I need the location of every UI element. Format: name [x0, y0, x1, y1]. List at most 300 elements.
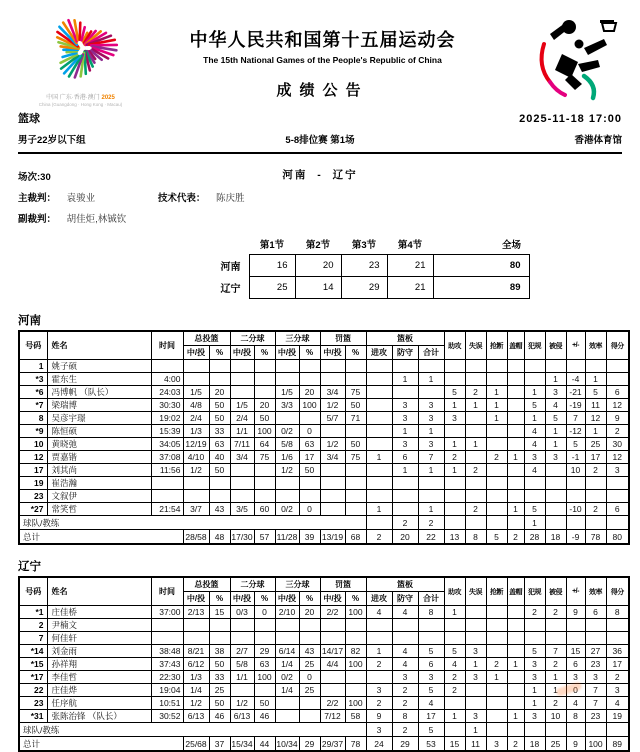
stat-cell: 28/58	[183, 530, 209, 545]
stat-cell: 50	[345, 399, 366, 412]
stat-cell: 1/2	[275, 464, 299, 477]
stat-cell: 1	[524, 697, 545, 710]
stat-cell	[366, 360, 392, 373]
stat-cell	[465, 606, 486, 619]
stat-cell: 3	[524, 710, 545, 723]
stat-cell	[345, 632, 366, 645]
stat-cell: 4	[524, 464, 545, 477]
tech-rep-name: 陈庆胜	[216, 193, 245, 204]
chief-referee-name: 袁骏业	[67, 193, 96, 204]
stat-cell	[345, 360, 366, 373]
stat-cell: 2	[545, 606, 566, 619]
stat-cell	[507, 386, 524, 399]
stat-cell	[545, 619, 566, 632]
stat-cell: 5	[524, 503, 545, 516]
stat-cell	[465, 632, 486, 645]
play-time: 38:48	[151, 645, 183, 658]
player-number: 8	[19, 412, 47, 425]
player-row	[19, 373, 629, 386]
stat-cell: 1/4	[275, 658, 299, 671]
col-header-stat: 效率	[585, 331, 606, 360]
player-row	[19, 490, 629, 503]
play-time: 30:52	[151, 710, 183, 723]
stat-cell: 9	[366, 710, 392, 723]
stat-cell	[366, 619, 392, 632]
stat-cell: 1	[392, 373, 418, 386]
stat-cell	[209, 477, 230, 490]
totals-row	[19, 737, 629, 752]
stat-cell	[209, 619, 230, 632]
stat-cell: 4	[606, 697, 629, 710]
stat-cell: 1	[366, 451, 392, 464]
stat-cell: 4/8	[183, 399, 209, 412]
stat-cell: 1/2	[230, 697, 254, 710]
player-name: 陈恒硕	[47, 425, 151, 438]
col-group-header: 三分球	[275, 577, 320, 592]
player-row	[19, 464, 629, 477]
deputy-referee-label: 副裁判：	[18, 214, 56, 225]
stat-cell: 64	[254, 438, 275, 451]
stat-cell	[566, 516, 585, 530]
col-header-number: 号码	[19, 331, 47, 360]
stat-cell: 1	[524, 516, 545, 530]
stat-cell	[392, 490, 418, 503]
player-row	[19, 438, 629, 451]
stat-cell: 4/10	[183, 451, 209, 464]
col-header-stat: 被侵	[545, 577, 566, 606]
stat-cell: 1	[486, 399, 507, 412]
stat-cell: 1/3	[183, 671, 209, 684]
stat-cell: 30	[606, 438, 629, 451]
stat-cell	[507, 490, 524, 503]
category-row	[18, 132, 622, 146]
stat-cell	[299, 619, 320, 632]
stat-cell	[183, 373, 209, 386]
quarter-score-table	[203, 234, 530, 299]
stat-cell	[275, 619, 299, 632]
stat-cell: 3	[465, 671, 486, 684]
player-row	[19, 425, 629, 438]
stat-cell: 2	[486, 451, 507, 464]
stat-cell: 0	[254, 606, 275, 619]
play-time: 11:56	[151, 464, 183, 477]
stat-cell: 3	[465, 710, 486, 723]
player-number: *1	[19, 606, 47, 619]
stat-cell: 5	[486, 530, 507, 545]
stat-cell: 1	[418, 425, 444, 438]
stat-cell: 5	[545, 412, 566, 425]
stat-cell	[486, 632, 507, 645]
stat-cell: 50	[209, 399, 230, 412]
stat-cell: 12	[585, 412, 606, 425]
stat-cell: 10	[566, 464, 585, 477]
stat-cell: 20	[209, 386, 230, 399]
stat-cell: 4/4	[320, 658, 345, 671]
stat-cell: 2/13	[183, 606, 209, 619]
stat-cell: 25	[299, 684, 320, 697]
col-group-header: 二分球	[230, 577, 275, 592]
stat-cell: 1/5	[230, 399, 254, 412]
player-row	[19, 645, 629, 658]
col-subheader: 合计	[418, 592, 444, 606]
col-header-time: 时间	[151, 331, 183, 360]
player-row	[19, 360, 629, 373]
stat-cell: 1	[545, 671, 566, 684]
stat-cell	[545, 723, 566, 737]
col-group-header: 总投篮	[183, 577, 230, 592]
player-number: *9	[19, 425, 47, 438]
stat-cell: 6/13	[183, 710, 209, 723]
stat-cell: 2	[545, 697, 566, 710]
stat-cell	[465, 360, 486, 373]
vs-separator: -	[317, 169, 323, 181]
stat-cell	[320, 360, 345, 373]
col-header-stat: 犯规	[524, 577, 545, 606]
stat-cell: 8	[566, 710, 585, 723]
stat-cell: 78	[585, 530, 606, 545]
stat-cell: 33	[209, 671, 230, 684]
stat-cell: 50	[209, 697, 230, 710]
stat-cell	[486, 438, 507, 451]
quarter-score: 14	[295, 277, 341, 299]
play-time	[151, 632, 183, 645]
player-name: 何佳轩	[47, 632, 151, 645]
stat-cell	[418, 632, 444, 645]
player-number: 19	[19, 477, 47, 490]
stat-cell: 3	[606, 464, 629, 477]
quarter-score: 29	[341, 277, 387, 299]
player-number: 10	[19, 438, 47, 451]
stat-cell	[465, 490, 486, 503]
stat-cell: 1	[444, 438, 465, 451]
stat-cell	[566, 490, 585, 503]
stat-cell	[254, 684, 275, 697]
stat-cell: 37	[209, 737, 230, 752]
col-group-header: 篮板	[366, 331, 444, 346]
stat-cell	[545, 516, 566, 530]
stat-cell: 15	[566, 645, 585, 658]
stat-cell: 29	[254, 645, 275, 658]
stat-cell	[566, 723, 585, 737]
stat-cell: 3	[524, 671, 545, 684]
header-divider	[18, 152, 622, 154]
player-name: 梁瑞博	[47, 399, 151, 412]
col-header-stat: 失误	[465, 577, 486, 606]
col-group-header: 篮板	[366, 577, 444, 592]
stat-cell	[345, 373, 366, 386]
stat-cell	[486, 490, 507, 503]
quarter-header: 第1节	[249, 234, 295, 255]
stat-cell: 5	[524, 645, 545, 658]
player-name: 常笑哲	[47, 503, 151, 516]
col-subheader: %	[254, 346, 275, 360]
total-score: 80	[433, 255, 529, 277]
stat-cell: 1	[585, 425, 606, 438]
stat-cell	[585, 477, 606, 490]
stat-cell	[183, 490, 209, 503]
stat-cell	[545, 477, 566, 490]
stat-cell	[486, 723, 507, 737]
totals-row	[19, 530, 629, 545]
col-header-stat: 盖帽	[507, 331, 524, 360]
stat-cell	[566, 619, 585, 632]
stat-cell	[507, 516, 524, 530]
stat-cell: 2	[606, 425, 629, 438]
play-time: 30:30	[151, 399, 183, 412]
stat-cell: 1	[366, 645, 392, 658]
stat-cell	[444, 697, 465, 710]
stat-cell	[209, 490, 230, 503]
stat-cell: 11/28	[275, 530, 299, 545]
stat-cell	[320, 477, 345, 490]
stat-cell: 1	[486, 412, 507, 425]
stat-cell	[444, 360, 465, 373]
datetime-label: 2025-11-18 17:00	[519, 113, 622, 125]
col-subheader: 进攻	[366, 346, 392, 360]
stat-cell: 1	[507, 710, 524, 723]
stat-cell	[366, 399, 392, 412]
stat-cell	[418, 619, 444, 632]
stat-cell	[320, 671, 345, 684]
stat-cell: 100	[299, 399, 320, 412]
play-time	[151, 490, 183, 503]
stat-cell: 0/2	[275, 503, 299, 516]
stat-cell: 2	[366, 658, 392, 671]
stat-cell	[585, 360, 606, 373]
stat-cell: 23	[585, 658, 606, 671]
stat-cell: 1/1	[230, 671, 254, 684]
col-subheader: 中/投	[183, 592, 209, 606]
stat-cell: 9	[566, 737, 585, 752]
stat-cell	[444, 425, 465, 438]
stat-cell	[486, 503, 507, 516]
stat-cell	[507, 399, 524, 412]
emblem-stroke	[79, 23, 80, 40]
stat-cell: 20	[254, 399, 275, 412]
stat-cell: 8/21	[183, 645, 209, 658]
player-row	[19, 399, 629, 412]
stat-cell: 3/4	[320, 386, 345, 399]
stat-cell: 3	[545, 386, 566, 399]
stat-cell	[507, 438, 524, 451]
stat-cell: 10	[545, 710, 566, 723]
stat-cell: 4	[566, 697, 585, 710]
stat-cell: 3/4	[320, 451, 345, 464]
stat-cell: 5	[444, 386, 465, 399]
stat-cell	[366, 412, 392, 425]
stat-cell	[299, 632, 320, 645]
col-subheader: 中/投	[230, 592, 254, 606]
stat-cell: 6	[566, 658, 585, 671]
stat-cell: 0/3	[230, 606, 254, 619]
play-time: 19:04	[151, 684, 183, 697]
stat-cell	[566, 360, 585, 373]
player-row	[19, 606, 629, 619]
stat-cell: 5	[418, 684, 444, 697]
player-number: *7	[19, 399, 47, 412]
page-header	[18, 10, 622, 108]
stat-cell	[486, 373, 507, 386]
stat-cell: 1	[507, 503, 524, 516]
stat-cell: 2	[392, 723, 418, 737]
col-header-stat: 失误	[465, 331, 486, 360]
stat-cell: 1/2	[320, 399, 345, 412]
play-time: 22:30	[151, 671, 183, 684]
stat-cell	[275, 360, 299, 373]
stat-cell	[299, 360, 320, 373]
stat-cell: 2	[465, 464, 486, 477]
stat-cell: 5	[566, 438, 585, 451]
stat-cell	[524, 373, 545, 386]
col-header-stat: 抢断	[486, 577, 507, 606]
stat-cell	[230, 684, 254, 697]
quarter-score: 16	[249, 255, 295, 277]
col-group-header: 二分球	[230, 331, 275, 346]
emblem-caption-year: 2025	[101, 95, 114, 101]
stat-cell: 1	[486, 386, 507, 399]
basketball-pictogram-icon	[522, 10, 622, 102]
play-time: 24:03	[151, 386, 183, 399]
stat-cell: 38	[209, 645, 230, 658]
player-name: 尹楠文	[47, 619, 151, 632]
stat-cell: 27	[585, 645, 606, 658]
stat-cell: 4	[392, 658, 418, 671]
play-time: 15:39	[151, 425, 183, 438]
stat-cell	[524, 723, 545, 737]
stat-cell	[606, 516, 629, 530]
stat-cell	[320, 464, 345, 477]
stat-cell	[275, 490, 299, 503]
stat-cell: 1	[524, 684, 545, 697]
stat-cell	[345, 684, 366, 697]
play-time	[151, 619, 183, 632]
stat-cell	[444, 619, 465, 632]
stat-cell	[366, 671, 392, 684]
stat-cell	[209, 360, 230, 373]
player-row	[19, 658, 629, 671]
player-number: *6	[19, 386, 47, 399]
stat-cell: 1	[486, 671, 507, 684]
stat-cell: 63	[299, 438, 320, 451]
col-header-stat: 助攻	[444, 331, 465, 360]
stat-cell	[486, 606, 507, 619]
quarter-header-row	[203, 234, 529, 255]
deputy-referee-names: 胡佳炬,林铖钦	[67, 214, 127, 225]
player-row	[19, 632, 629, 645]
quarter-score: 20	[295, 255, 341, 277]
stat-cell: 25	[585, 438, 606, 451]
stat-cell: 2/2	[320, 606, 345, 619]
stat-cell	[254, 464, 275, 477]
col-subheader: 合计	[418, 346, 444, 360]
stat-cell	[230, 360, 254, 373]
stat-cell	[299, 490, 320, 503]
col-header-stat: 得分	[606, 331, 629, 360]
quarter-score: 21	[387, 255, 433, 277]
col-header-stat: +/-	[566, 331, 585, 360]
stat-cell	[507, 606, 524, 619]
stat-cell: 2	[524, 606, 545, 619]
stat-cell: 53	[418, 737, 444, 752]
player-name: 任序航	[47, 697, 151, 710]
stat-cell: 28	[524, 530, 545, 545]
stat-cell: 58	[345, 710, 366, 723]
col-header-stat: 抢断	[486, 331, 507, 360]
col-header-stat: 效率	[585, 577, 606, 606]
stat-cell: 2	[392, 516, 418, 530]
stat-cell	[345, 671, 366, 684]
games-emblem	[18, 10, 143, 108]
stat-cell: 0	[566, 684, 585, 697]
stat-cell	[507, 684, 524, 697]
stat-cell: 43	[299, 645, 320, 658]
player-name: 冯博帆 （队长）	[47, 386, 151, 399]
col-group-header: 三分球	[275, 331, 320, 346]
totals-label: 总计	[19, 737, 183, 752]
stat-cell: 24	[366, 737, 392, 752]
stat-cell: 1/4	[183, 684, 209, 697]
stat-cell	[320, 425, 345, 438]
stat-cell: -21	[566, 386, 585, 399]
stat-cell: 33	[209, 425, 230, 438]
stat-cell	[465, 619, 486, 632]
stat-cell	[545, 503, 566, 516]
emblem-stroke	[66, 51, 76, 52]
stat-cell: 1	[418, 464, 444, 477]
stat-cell: 29	[392, 737, 418, 752]
player-number: *31	[19, 710, 47, 723]
stat-cell: 7	[545, 645, 566, 658]
stat-cell: 4	[524, 425, 545, 438]
player-name: 刘其尚	[47, 464, 151, 477]
stat-cell: 2/10	[275, 606, 299, 619]
stat-cell	[486, 645, 507, 658]
stat-cell: 17/30	[230, 530, 254, 545]
box-header-row-1	[19, 331, 629, 346]
stat-cell	[320, 373, 345, 386]
away-team-name: 辽宁	[333, 169, 358, 181]
stat-cell	[183, 477, 209, 490]
stat-cell: 100	[585, 737, 606, 752]
stat-cell	[585, 723, 606, 737]
stat-cell	[392, 477, 418, 490]
stat-cell	[606, 632, 629, 645]
team-coach-label: 球队/教练	[19, 723, 366, 737]
stat-cell: 0	[299, 425, 320, 438]
stat-cell: 20	[299, 386, 320, 399]
col-subheader: %	[299, 592, 320, 606]
stat-cell	[606, 490, 629, 503]
player-row	[19, 697, 629, 710]
stat-cell: 75	[254, 451, 275, 464]
stat-cell	[486, 684, 507, 697]
stat-cell: 5	[418, 645, 444, 658]
stat-cell: 3	[465, 645, 486, 658]
game-number: 场次:30	[18, 172, 51, 183]
stat-cell: 36	[606, 645, 629, 658]
stat-cell: 25	[545, 737, 566, 752]
stat-cell: 1	[418, 503, 444, 516]
stat-cell: 2	[444, 684, 465, 697]
stat-cell: -1	[566, 451, 585, 464]
stat-cell: 3	[366, 723, 392, 737]
quarter-header: 第3节	[341, 234, 387, 255]
player-number: 12	[19, 451, 47, 464]
player-name: 吴彦宇璟	[47, 412, 151, 425]
player-name: 刘金雨	[47, 645, 151, 658]
stat-cell: 1	[465, 438, 486, 451]
stat-cell: 50	[254, 697, 275, 710]
